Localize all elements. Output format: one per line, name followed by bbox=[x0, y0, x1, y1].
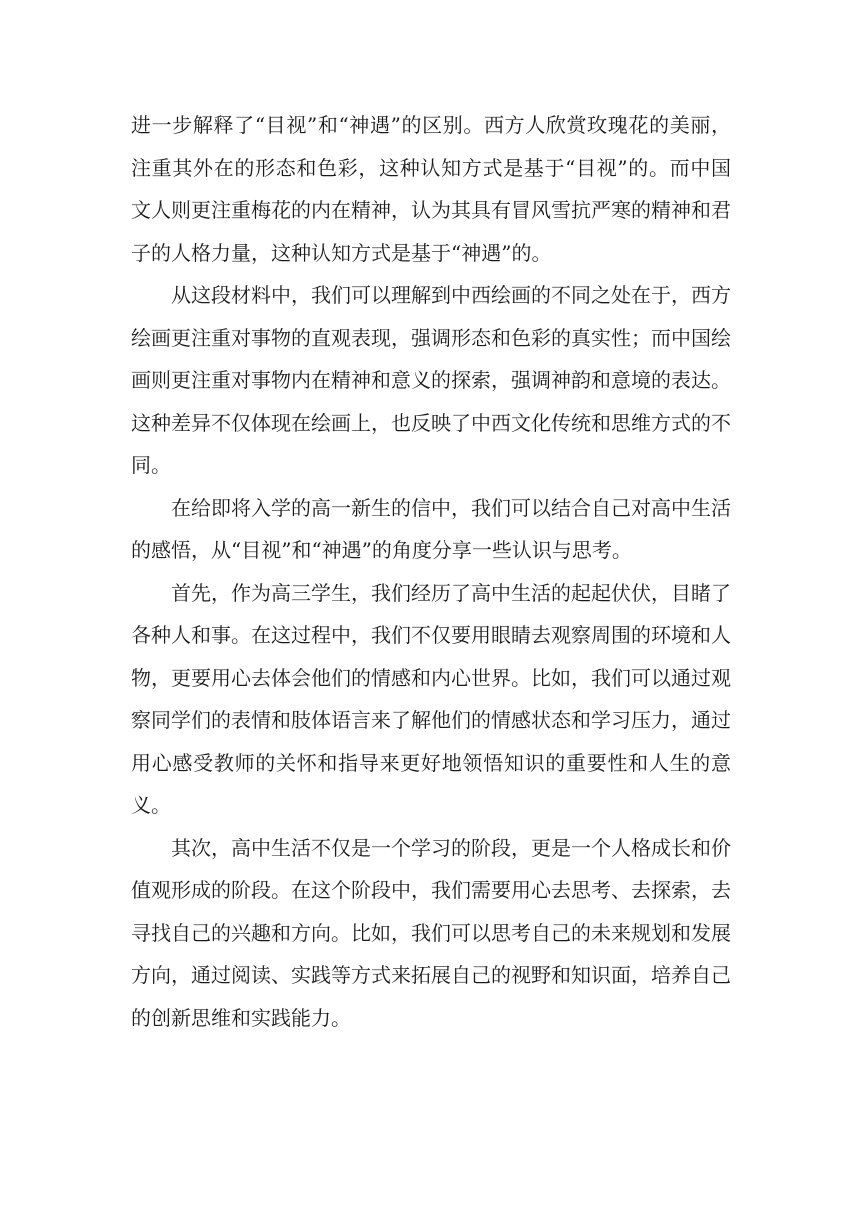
text-line: 察同学们的表情和肢体语言来了解他们的情感状态和学习压力，通过 bbox=[131, 708, 731, 732]
text-line: 用心感受教师的关怀和指导来更好地领悟知识的重要性和人生的意 bbox=[131, 750, 731, 775]
document-body bbox=[131, 104, 731, 1039]
text-line: 各种人和事。在这过程中，我们不仅要用眼睛去观察周围的环境和人 bbox=[131, 623, 731, 647]
text-line: 注重其外在的形态和色彩，这种认知方式是基于“目视”的。而中国 bbox=[131, 155, 731, 180]
text-line: 的创新思维和实践能力。 bbox=[131, 1005, 351, 1030]
text-line: 在给即将入学的高一新生的信中，我们可以结合自己对高中生活 bbox=[171, 495, 731, 520]
text-line: 物，更要用心去体会他们的情感和内心世界。比如，我们可以通过观 bbox=[131, 665, 731, 690]
text-line: 首先，作为高三学生，我们经历了高中生活的起起伏伏，目睹了 bbox=[171, 580, 731, 605]
text-line: 义。 bbox=[131, 793, 171, 817]
text-line: 的感悟，从“目视”和“神遇”的角度分享一些认识与思考。 bbox=[131, 538, 632, 562]
text-line: 进一步解释了“目视”和“神遇”的区别。西方人欣赏玫瑰花的美丽， bbox=[131, 113, 731, 137]
text-line: 其次，高中生活不仅是一个学习的阶段，更是一个人格成长和价 bbox=[171, 835, 731, 860]
text-line: 这种差异不仅体现在绘画上，也反映了中西文化传统和思维方式的不 bbox=[131, 410, 731, 435]
text-line: 值观形成的阶段。在这个阶段中，我们需要用心去思考、去探索，去 bbox=[131, 878, 731, 902]
text-line: 方向，通过阅读、实践等方式来拓展自己的视野和知识面，培养自己 bbox=[131, 963, 731, 987]
text-line: 从这段材料中，我们可以理解到中西绘画的不同之处在于，西方 bbox=[171, 283, 731, 307]
text-line: 文人则更注重梅花的内在精神，认为其具有冒风雪抗严寒的精神和君 bbox=[131, 198, 731, 222]
text-line: 画则更注重对事物内在精神和意义的探索，强调神韵和意境的表达。 bbox=[131, 368, 731, 392]
text-line: 寻找自己的兴趣和方向。比如，我们可以思考自己的未来规划和发展 bbox=[131, 920, 731, 945]
text-line: 绘画更注重对事物的直观表现，强调形态和色彩的真实性；而中国绘 bbox=[131, 325, 731, 350]
text-line: 同。 bbox=[131, 453, 171, 477]
text-line: 子的人格力量，这种认知方式是基于“神遇”的。 bbox=[131, 240, 552, 265]
